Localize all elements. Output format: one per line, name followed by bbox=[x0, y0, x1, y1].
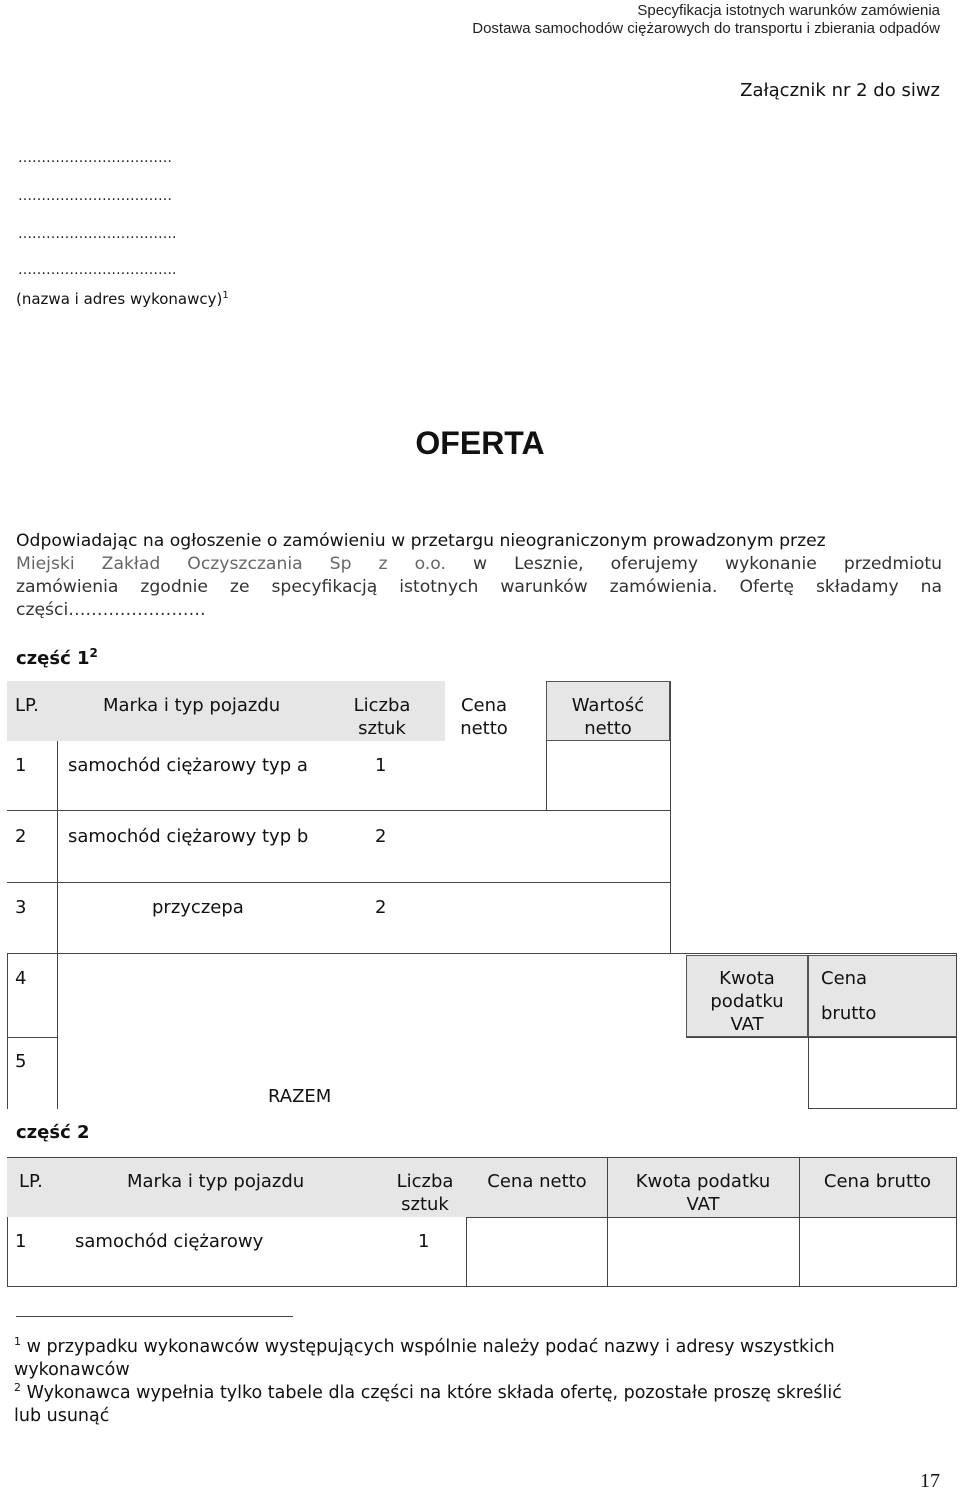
footnote-1 bbox=[14, 1330, 835, 1382]
part1-row1-lp: 1 bbox=[15, 755, 27, 776]
part2-header-qty-1: Liczba bbox=[396, 1171, 454, 1192]
part2-header-vat-1: Kwota podatku bbox=[635, 1171, 771, 1192]
contractor-line-4: ……………………………. bbox=[18, 262, 177, 278]
contractor-line-3: ……………………………. bbox=[18, 226, 177, 242]
part1-header-value-2: netto bbox=[584, 718, 632, 739]
intro-line2-b: w Lesznie, oferujemy wykonanie przedmiotu bbox=[473, 554, 942, 574]
part2-header-make: Marka i typ pojazdu bbox=[127, 1171, 305, 1192]
part1-vat-header bbox=[686, 967, 808, 1036]
footnote-2-mark: 2 bbox=[14, 1381, 21, 1394]
part1-row2-lp: 2 bbox=[15, 826, 27, 847]
part1-row2-make: samochód ciężarowy typ b bbox=[68, 826, 309, 847]
document-header-line2: Dostawa samochodów ciężarowych do transportu i zbierania odpadów bbox=[472, 20, 940, 37]
part1-header-qty-1: Liczba bbox=[353, 695, 411, 716]
part1-vat-2: podatku bbox=[710, 991, 784, 1012]
part1-row1-make: samochód ciężarowy typ a bbox=[68, 755, 308, 776]
part2-header-lp: LP. bbox=[19, 1171, 43, 1192]
part1-vat-1: Kwota bbox=[719, 968, 775, 989]
contractor-line-1: …………………………… bbox=[18, 150, 172, 166]
part1-row4-lp: 4 bbox=[15, 968, 27, 989]
intro-line2-a: Miejski Zakład Oczyszczania Sp z o.o. bbox=[16, 554, 446, 574]
attachment-label: Załącznik nr 2 do siwz bbox=[740, 80, 940, 101]
intro-line2 bbox=[16, 553, 942, 576]
footnote-1-text-2: wykonawców bbox=[14, 1359, 130, 1380]
part1-gross-header-1: Cena bbox=[821, 968, 868, 989]
part1-header-value-1: Wartość bbox=[571, 695, 645, 716]
part1-header-lp: LP. bbox=[15, 695, 39, 716]
page-title: OFERTA bbox=[415, 425, 545, 461]
part1-total-label: RAZEM bbox=[268, 1086, 332, 1107]
part2-row1-qty: 1 bbox=[418, 1231, 430, 1252]
part2-label: część 2 bbox=[16, 1122, 90, 1143]
footnote-1-text-1: w przypadku wykonawców występujących wspólnie należy podać nazwy i adresy wszystkich bbox=[26, 1336, 835, 1357]
footnote-separator bbox=[16, 1316, 293, 1317]
part2-row1-make: samochód ciężarowy bbox=[75, 1231, 264, 1252]
intro-line1: Odpowiadając na ogłoszenie o zamówieniu w przetargu nieograniczonym prowadzonym przez bbox=[16, 531, 826, 551]
part1-header-price bbox=[446, 694, 522, 740]
intro-line3: zamówienia zgodnie ze specyfikacją istotnych warunków zamówienia. Ofertę składamy na bbox=[16, 577, 942, 597]
part1-header-qty-2: sztuk bbox=[358, 718, 406, 739]
part2-header-vat-2: VAT bbox=[686, 1194, 720, 1215]
part1-row3-lp: 3 bbox=[15, 897, 27, 918]
contractor-label-sup: 1 bbox=[222, 290, 229, 301]
part1-header-qty bbox=[340, 694, 424, 740]
intro-line4: części…………………… bbox=[16, 600, 206, 620]
part1-row1-qty: 1 bbox=[375, 755, 387, 776]
contractor-label bbox=[16, 290, 229, 308]
part2-header-vat bbox=[607, 1170, 799, 1216]
part2-header-gross: Cena brutto bbox=[823, 1171, 932, 1192]
part2-header-qty bbox=[383, 1170, 467, 1216]
part1-header-value bbox=[546, 694, 670, 740]
part2-header-qty-2: sztuk bbox=[401, 1194, 449, 1215]
part1-label-sup: 2 bbox=[89, 646, 98, 660]
part1-row5-lp: 5 bbox=[15, 1051, 27, 1072]
part1-row3-qty: 2 bbox=[375, 897, 387, 918]
part1-header-price-2: netto bbox=[460, 718, 508, 739]
part1-row2-qty: 2 bbox=[375, 826, 387, 847]
footnote-2-text-2: lub usunąć bbox=[14, 1405, 110, 1426]
part1-label bbox=[16, 646, 98, 669]
part1-label-text: część 1 bbox=[16, 648, 90, 669]
part2-row1-lp: 1 bbox=[15, 1231, 27, 1252]
footnote-1-mark: 1 bbox=[14, 1335, 21, 1348]
part1-row3-make: przyczepa bbox=[152, 897, 244, 918]
part1-gross-header-2: brutto bbox=[821, 1003, 877, 1024]
part2-header-price: Cena netto bbox=[487, 1171, 587, 1192]
part1-header-price-1: Cena bbox=[460, 695, 508, 716]
page-number: 17 bbox=[920, 1470, 940, 1492]
footnote-2-text-1: Wykonawca wypełnia tylko tabele dla części na które składa ofertę, pozostałe proszę skreślić bbox=[26, 1382, 842, 1403]
document-header-line1: Specyfikacja istotnych warunków zamówienia bbox=[637, 2, 940, 19]
part1-vat-3: VAT bbox=[730, 1014, 764, 1035]
contractor-line-2: …………………………… bbox=[18, 188, 172, 204]
part1-header-make: Marka i typ pojazdu bbox=[103, 695, 281, 716]
contractor-label-text: (nazwa i adres wykonawcy) bbox=[16, 290, 223, 308]
footnote-2 bbox=[14, 1376, 842, 1428]
